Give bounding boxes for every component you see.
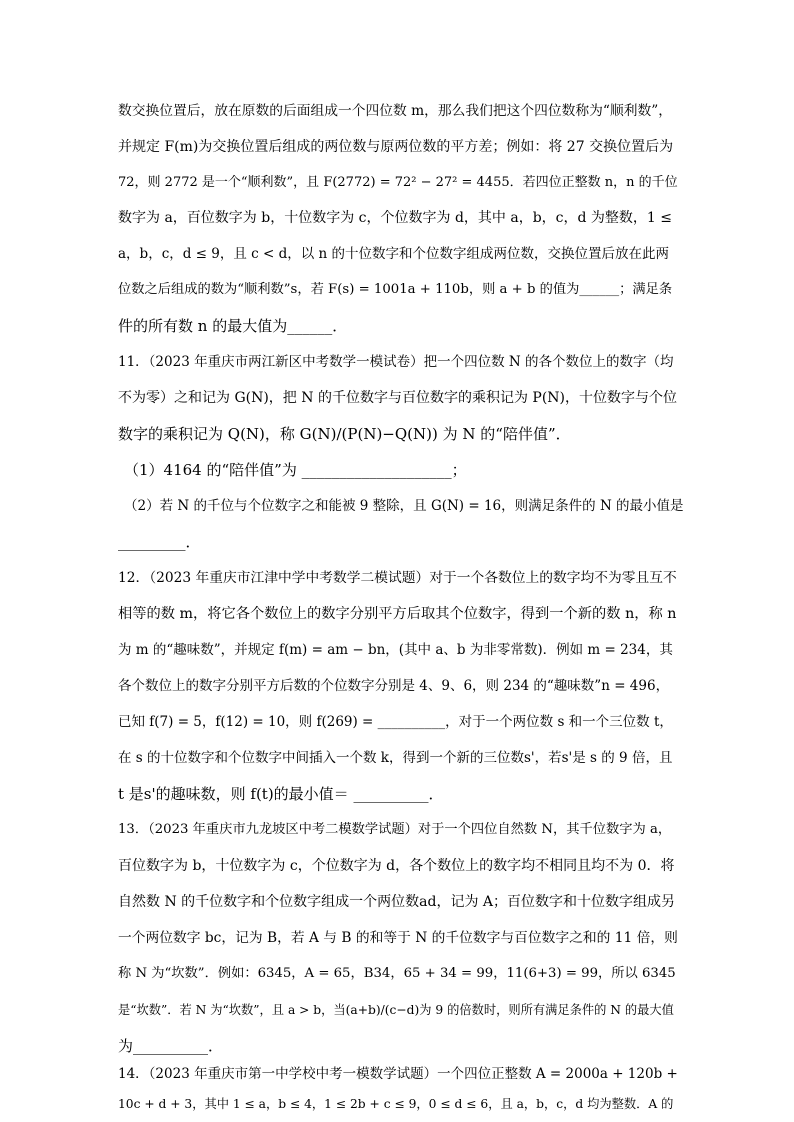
subquestion-2: （2）若 N 的千位与个位数字之和能被 9 整除，且 G(N) = 16，则满足条件的 N 的最小值是 [124, 498, 684, 514]
subquestion-1: （1）4164 的“陪伴值”为 ____________________； [124, 461, 467, 479]
text-line: 位数之后组成的数为“顺利数”s，若 F(s) = 1001a + 110b，则 a + b 的值为______；满足条 [118, 282, 673, 297]
text-line: 已知 f(7) = 5，f(12) = 10，则 f(269) = __________，对于一个两位数 s 和一个三位数 t， [118, 714, 673, 730]
text-line: 为 m 的“趣味数”，并规定 f(m) = am − bn，(其中 a、b 为非零常数)．例如 m = 234，其 [118, 642, 673, 658]
text-line: 各个数位上的数字分别平方后数的个位数字分别是 4、9、6，则 234 的“趣味数”n = 496， [118, 678, 670, 694]
text-line: 数字为 a，百位数字为 b，十位数字为 c，个位数字为 d，其中 a，b，c，d 为整数，1 ≤ [118, 210, 673, 226]
text-line: 称 N 为“坎数”．例如：6345，A = 65，B34，65 + 34 = 99，11(6+3) = 99，所以 6345 [118, 966, 676, 981]
problem-11-title: 11．（2023 年重庆市两江新区中考数学一模试卷）把一个四位数 N 的各个数位上的数字（均 [118, 354, 674, 370]
text-line: 数交换位置后，放在原数的后面组成一个四位数 m，那么我们把这个四位数称为“顺利数”， [118, 103, 672, 119]
answer-blank: _________． [118, 533, 201, 551]
problem-13-title: 13．（2023 年重庆市九龙坡区中考二模数学试题）对于一个四位自然数 N，其千位数字为 a， [118, 822, 672, 837]
text-line: t 是s'的趣味数，则 f(t)的最小值＝ __________． [118, 785, 444, 803]
text-line: 72，则 2772 是一个“顺利数”，且 F(2772) = 72² − 27² = 4455．若四位正整数 n，n 的千位 [118, 175, 678, 190]
text-line: 是“坎数”．若 N 为“坎数”，且 a > b，当(a+b)/(c−d)为 9 的倍数时，则所有满足条件的 N 的最大值 [118, 1003, 674, 1017]
problem-14-title: 14．（2023 年重庆市第一中学校中考一模数学试题）一个四位正整数 A = 2000a + 120b + [118, 1066, 678, 1082]
text-line: 为__________． [118, 1037, 224, 1055]
text-line: 一个两位数字 bc，记为 B，若 A 与 B 的和等于 N 的千位数字与百位数字之和的 11 倍，则 [118, 930, 678, 946]
text-line: 数字的乘积记为 Q(N)，称 G(N)/(P(N)−Q(N)) 为 N 的“陪伴值”． [118, 425, 571, 443]
text-line: 并规定 F(m)为交换位置后组成的两位数与原两位数的平方差；例如：将 27 交换位置后为 [118, 139, 674, 155]
text-line: 自然数 N 的千位数字和个位数字组成一个两位数ad，记为 A；百位数字和十位数字组成另 [118, 894, 676, 910]
text-line: 件的所有数 n 的最大值为______． [118, 317, 348, 335]
text-line: 百位数字为 b，十位数字为 c，个位数字为 d，各个数位上的数字均不相同且均不为 0．将 [118, 858, 675, 874]
text-line: 10c + d + 3，其中 1 ≤ a，b ≤ 4，1 ≤ 2b + c ≤ 9，0 ≤ d ≤ 6，且 a，b，c，d 均为整数．A 的 [118, 1097, 674, 1111]
text-line: a，b，c，d ≤ 9，且 c < d，以 n 的十位数字和个位数字组成两位数，交换位置后放在此两 [118, 246, 670, 262]
text-line: 不为零）之和记为 G(N)，把 N 的千位数字与百位数字的乘积记为 P(N)，十位数字与个位 [118, 390, 677, 406]
text-line: 相等的数 m，将它各个数位上的数字分别平方后取其个位数字，得到一个新的数 n，称 n [118, 606, 677, 622]
problem-12-title: 12．（2023 年重庆市江津中学中考数学二模试题）对于一个各数位上的数字均不为零且互不 [118, 570, 677, 586]
text-line: 在 s 的十位数字和个位数字中间插入一个数 k，得到一个新的三位数s'，若s'是 s 的 9 倍，且 [118, 750, 673, 766]
